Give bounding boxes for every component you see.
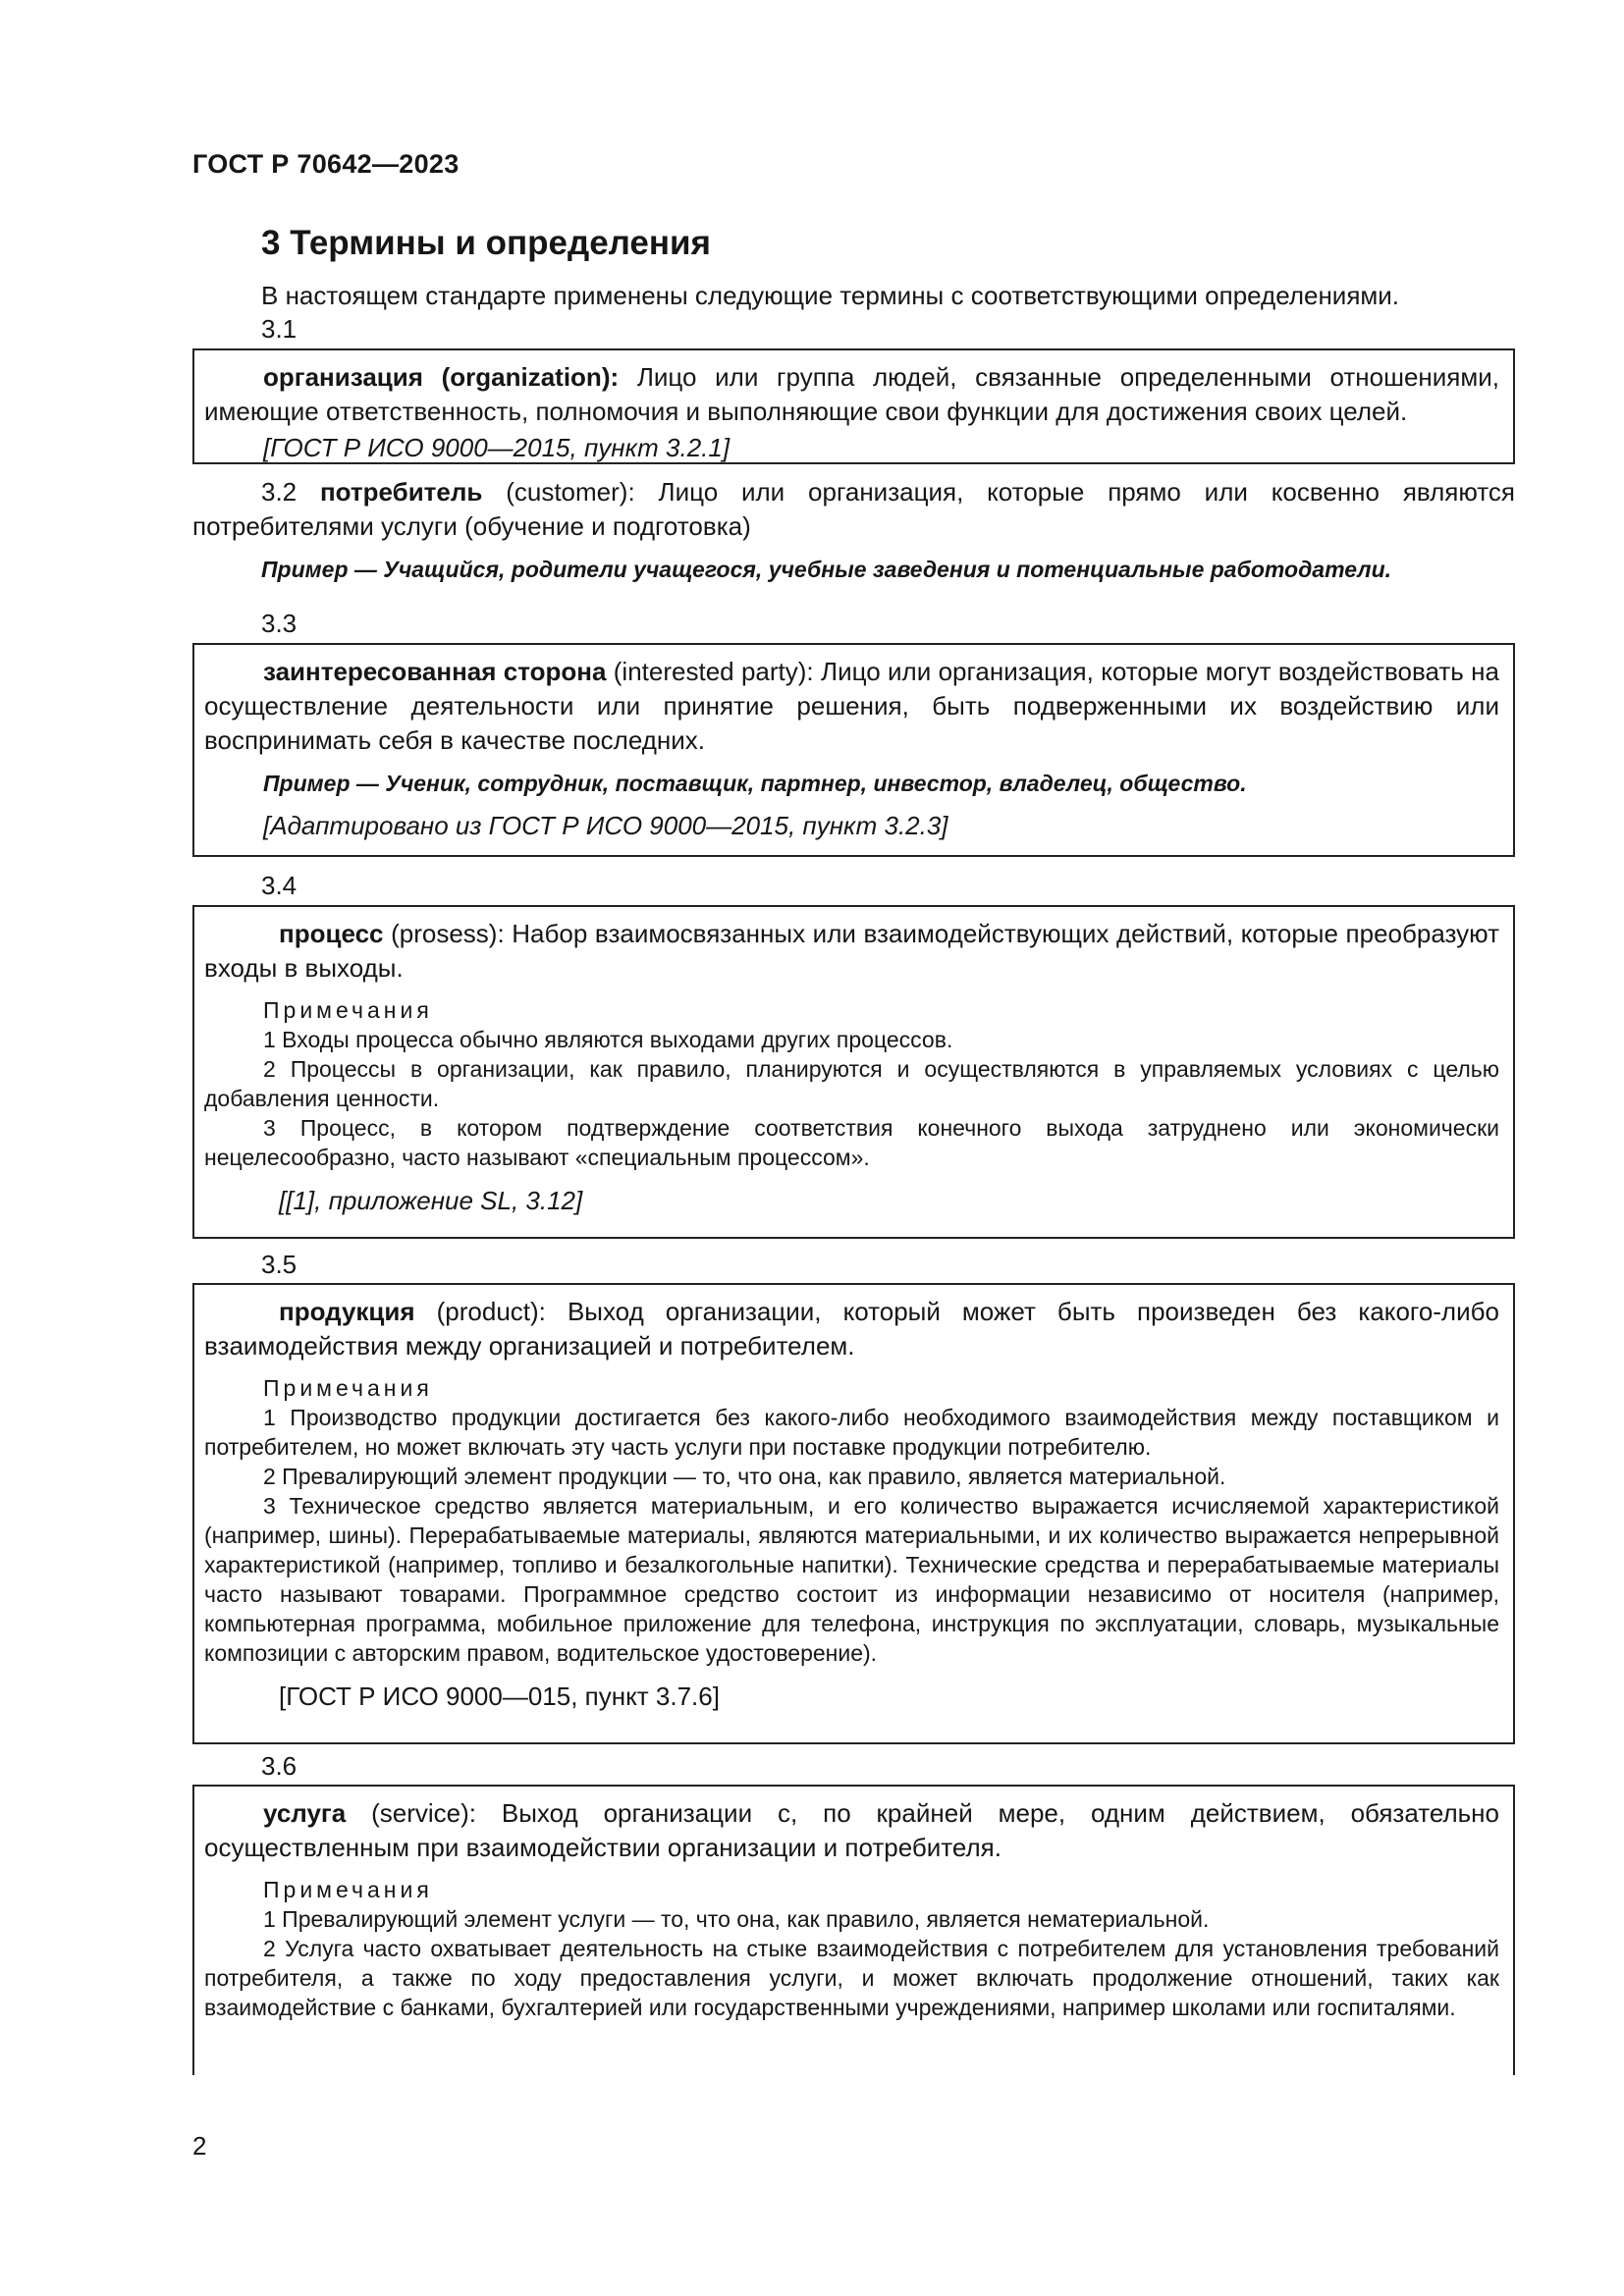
term-definition: Выход организации с, по крайней мере, одним действием, обязательно осуществленным при взаимодействии организации и потребителя. <box>204 1798 1499 1862</box>
term-definition: Лицо или организация, которые могут воздействовать на осуществление деятельности или принятие решения, быть подверженными их воздействию или воспринимать себя в качестве последних. <box>204 657 1499 755</box>
notes-heading: Примечания <box>263 997 433 1023</box>
note-item: 2 Превалирующий элемент продукции — то, что она, как правило, является материальной. <box>263 1464 1226 1489</box>
notes-heading: Примечания <box>263 1877 433 1902</box>
term-box-organization <box>192 348 1515 464</box>
document-header: ГОСТ Р 70642—2023 <box>192 149 460 179</box>
term-name-en: (prosess): <box>383 919 505 948</box>
note-item: 1 Производство продукции достигается без какого-либо необходимого взаимодействия между поставщиком и потребителем, но может включать эту часть услуги при поставке продукции потребителю. <box>204 1405 1499 1460</box>
term-definition: Лицо или организация, которые прямо или косвенно являются потребителями услуги (обучение и подготовка) <box>192 477 1515 541</box>
term-box-service <box>192 1785 1515 2075</box>
term-source: [[1], приложение SL, 3.12] <box>279 1186 583 1215</box>
note-item: 3 Техническое средство является материальным, и его количество выражается исчисляемой характеристикой (например, шины). Перерабатываемые материалы, являются материальными, и их количество выражается непрерывной характеристикой (например, топливо и безалкогольные напитки). Технические средства и перерабатываемые материалы часто называют товарами. Программное средство состоит из информации независимо от носителя (например, компьютерная программа, мобильное приложение для телефона, инструкция по эксплуатации, словарь, музыкальные композиции с авторским правом, водительское удостоверение). <box>204 1493 1499 1666</box>
term-name: процесс <box>279 919 384 948</box>
term-name-en: (interested party): <box>606 657 814 686</box>
notes-heading: Примечания <box>263 1375 433 1401</box>
term-source: [Адаптировано из ГОСТ Р ИСО 9000—2015, пункт 3.2.3] <box>263 811 948 840</box>
term-definition: Выход организации, который может быть произведен без какого-либо взаимодействия между организацией и потребителем. <box>204 1297 1499 1361</box>
term-source: [ГОСТ Р ИСО 9000—015, пункт 3.7.6] <box>279 1682 720 1711</box>
term-number: 3.1 <box>261 314 298 344</box>
section-intro: В настоящем стандарте применены следующие термины с соответствующими определениями. <box>261 281 1400 310</box>
term-number: 3.3 <box>261 609 298 638</box>
note-item: 1 Входы процесса обычно являются выходами других процессов. <box>263 1027 953 1052</box>
term-name-en: (service): <box>346 1798 476 1828</box>
note-item: 2 Услуга часто охватывает деятельность на стыке взаимодействия с потребителем для установления требований потребителя, а также по ходу предоставления услуги, и может включать продолжение отношений, таких как взаимодействие с банками, бухгалтерией или государственными учреждениями, например школами или госпиталями. <box>204 1936 1499 2020</box>
term-box-process <box>192 905 1515 1239</box>
term-number: 3.6 <box>261 1751 298 1781</box>
term-name: потребитель <box>319 477 483 507</box>
term-name-en: (customer): <box>482 477 635 507</box>
term-number: 3.4 <box>261 871 298 900</box>
term-number: 3.2 <box>261 477 320 507</box>
term-definition: Набор взаимосвязанных или взаимодействующих действий, которые преобразуют входы в выходы. <box>204 919 1499 983</box>
term-box-interested-party <box>192 643 1515 857</box>
page-number: 2 <box>192 2131 207 2161</box>
term-source: [ГОСТ Р ИСО 9000—2015, пункт 3.2.1] <box>263 433 731 462</box>
term-name: продукция <box>279 1297 415 1326</box>
term-name-en: (product): <box>414 1297 546 1326</box>
note-item: 3 Процесс, в котором подтверждение соответствия конечного выхода затруднено или экономически нецелесообразно, часто называют «специальным процессом». <box>204 1115 1499 1170</box>
term-name: заинтересованная сторона <box>263 657 607 686</box>
term-name: организация (organization): <box>263 362 620 392</box>
note-item: 2 Процессы в организации, как правило, планируются и осуществляются в управляемых условиях с целью добавления ценности. <box>204 1056 1499 1111</box>
section-title: 3 Термины и определения <box>261 224 711 262</box>
term-example: Пример — Ученик, сотрудник, поставщик, партнер, инвестор, владелец, общество. <box>263 771 1247 796</box>
term-block-customer <box>192 475 1515 595</box>
term-box-product <box>192 1283 1515 1744</box>
term-example: Пример — Учащийся, родители учащегося, учебные заведения и потенциальные работодатели. <box>261 557 1392 582</box>
note-item: 1 Превалирующий элемент услуги — то, что она, как правило, является нематериальной. <box>263 1906 1210 1932</box>
term-number: 3.5 <box>261 1250 298 1279</box>
term-name: услуга <box>263 1798 347 1828</box>
term-definition: Лицо или группа людей, связанные определенными отношениями, имеющие ответственность, полномочия и выполняющие свои функции для достижения своих целей. <box>204 362 1499 426</box>
